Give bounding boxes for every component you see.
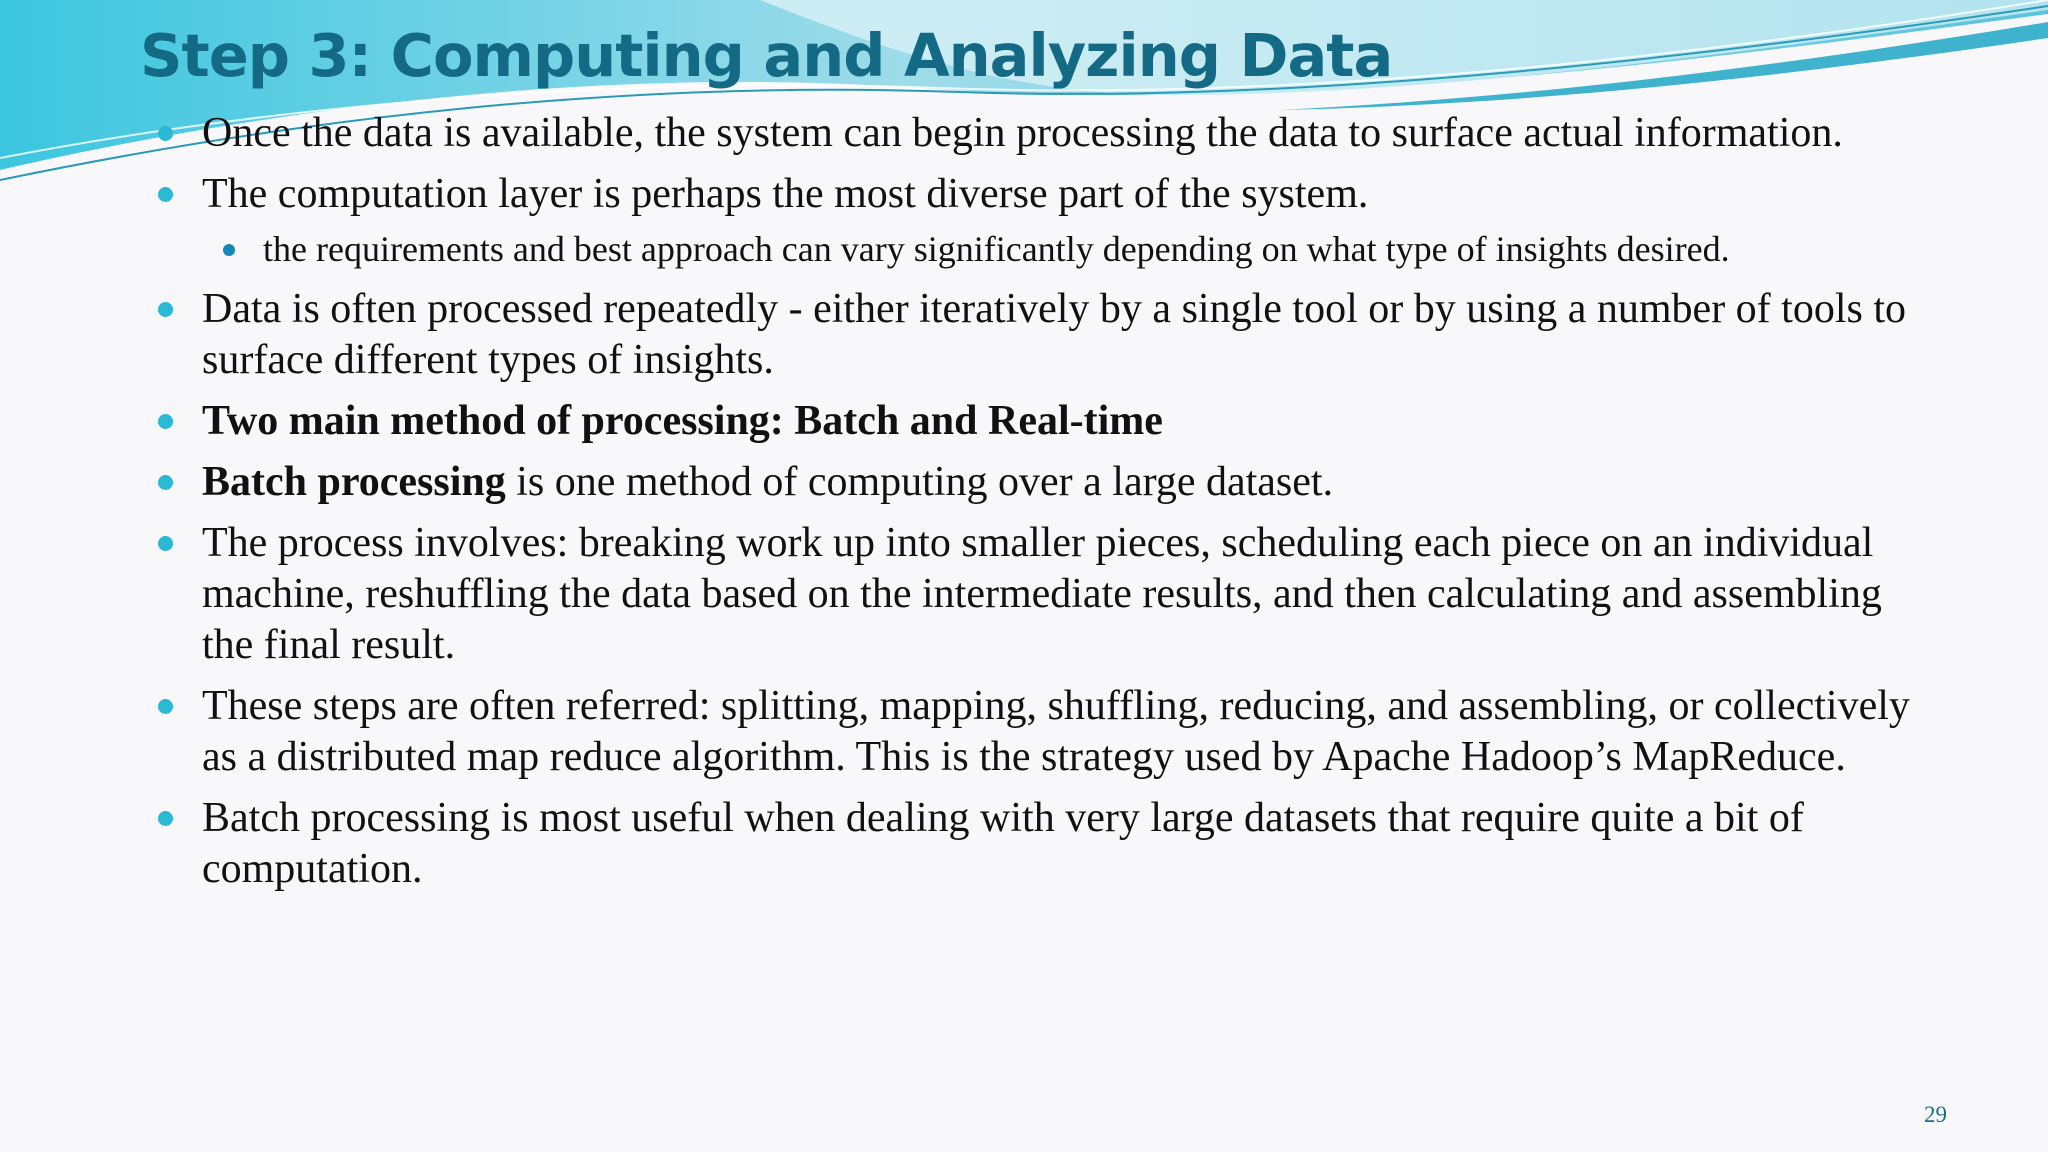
bullet-item: [150, 457, 1910, 508]
bullet-item: The computation layer is perhaps the most diverse part of the system.: [150, 169, 1910, 220]
bullet-item: The process involves: breaking work up into smaller pieces, scheduling each piece on an individual machine, reshuffling the data based on the intermediate results, and then calculating and assembling the final result.: [150, 518, 1910, 671]
bullet-item: Once the data is available, the system can begin processing the data to surface actual information.: [150, 108, 1910, 159]
bullet-text: is one method of computing over a large dataset.: [505, 459, 1334, 505]
bold-term: Batch processing: [202, 459, 506, 505]
bullet-item-bold: Two main method of processing: Batch and Real-time: [150, 396, 1910, 447]
bullet-item: Data is often processed repeatedly - either iteratively by a single tool or by using a number of tools to surface different types of insights.: [150, 284, 1910, 386]
bullet-item: Batch processing is most useful when dealing with very large datasets that require quite a bit of computation.: [150, 793, 1910, 895]
bullet-item: These steps are often referred: splitting, mapping, shuffling, reducing, and assembling, or collectively as a distributed map reduce algorithm. This is the strategy used by Apache Hadoop’s MapReduce.: [150, 681, 1910, 783]
sub-bullet-item: the requirements and best approach can vary significantly depending on what type of insights desired.: [213, 226, 1910, 272]
slide-title: Step 3: Computing and Analyzing Data: [140, 21, 1393, 90]
bullet-list: [150, 108, 1910, 905]
page-number: 29: [1924, 1102, 1947, 1127]
